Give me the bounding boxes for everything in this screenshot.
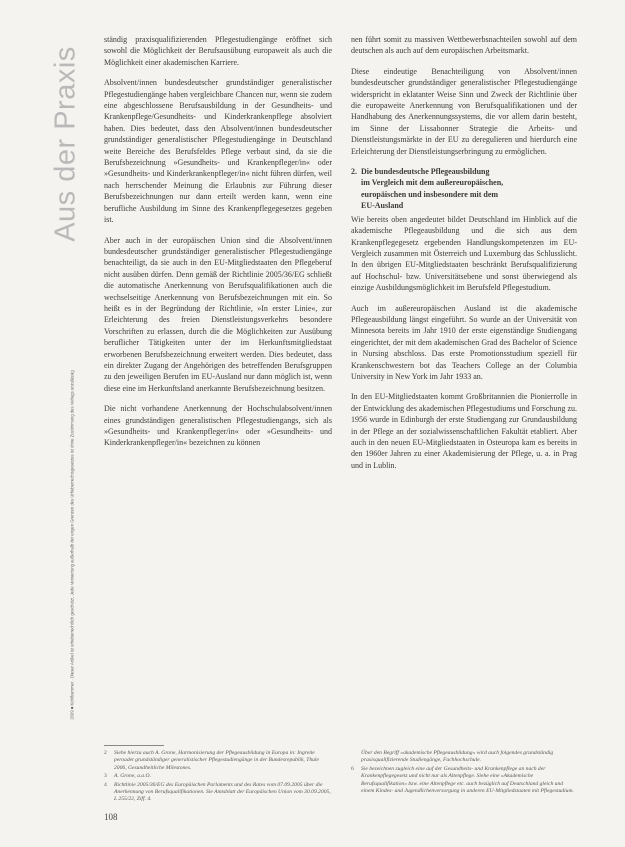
heading-line: Die bundesdeutsche Pflegeausbildung: [361, 167, 490, 177]
section-title: Aus der Praxis: [49, 46, 82, 242]
footnote: 3 A. Grone, a.a.O.: [104, 773, 151, 780]
footnote: 2 Siehe hierzu auch A. Grone, Harmonisierung der Pflegeausbildung in Europa in: Ingreite peroadet grundständiger generalistischer Pflegestudiengänge in der Bundesrepublik, Thule 2006, Gesundheitliche Milestones.: [104, 750, 319, 771]
footnote-divider: [104, 745, 164, 746]
footnotes-right: [351, 750, 577, 796]
paragraph: Absolvent/innen bundesdeutscher grundständiger generalistischer Pflegestudiengänge haben vergleichbare Chancen nur, wenn sie zudem eine abgeschlossene Berufsausbildung in der Gesundheits- und Krankenpflege/Gesundheits- und Kinderkrankenpflege absolviert haben. Dies bedeutet, dass den Absolvent/innen bundesdeutscher grundständiger generalistischer Pflegestudiengänge in Deutschland weite Bereiche des Berufsfeldes Pflege verbaut sind, da sie die Berufsbezeichnung »Gesundheits- und Krankenpfleger/in« oder »Gesundheits- und Kinderkrankenpfleger/in« nicht führen dürfen, weil nach herrschender Meinung die Erlaubnis zur Führung dieser Berufsbezeichnungen nur dann erteilt werden kann, wenn eine berufliche Ausbildung im Sinne des Krankenpflegegesetzes gegeben ist.: [104, 78, 332, 225]
heading-line: EU-Ausland: [361, 201, 404, 211]
paragraph: ständig praxisqualifizierenden Pflegestudiengänge eröffnet sich sowohl die Möglichkeit der Berufsausübung europaweit als auch die Möglichkeit einer akademischen Karriere.: [104, 35, 332, 67]
paragraph: nen führt somit zu massiven Wettbewerbsnachteilen sowohl auf dem deutschen als auch auf dem europäischen Arbeitsmarkt.: [351, 35, 577, 56]
right-column: [351, 34, 577, 480]
heading-number: 2.: [351, 167, 357, 177]
paragraph: Aber auch in der europäischen Union sind die Absolvent/innen bundesdeutscher grundständiger generalistischer Pflegestudiengänge benachteiligt, da sie auch in den EU-Mitgliedstaaten den Pflegeberuf nicht ausüben dürfen. Denn gemäß der Richtlinie 2005/36/EG schließt die automatische Anerkennung von Berufsqualifikationen auch die wechselseitige Anerkennung von Berufsbezeichnungen mit ein. So heißt es in der Begründung der Richtlinie, »In erster Linie«, zur Erleichterung des freien Dienstleistungsverkehrs besondere Vorschriften zu erlassen, durch die die Möglichkeiten zur Ausübung beruflicher Tätigkeiten unter der im Herkunftsmitgliedstaat erworbenen Berufsbezeichnung erweitert werden. Dies bedeutet, dass ein direkter Zugang der Angehörigen des betreffenden Berufsgruppen zu den jeweiligen Berufen im EU-Ausland nur dann möglich ist, wenn diese eine im Herkunftsland anerkannte Berufsbezeichnung besitzen.: [104, 235, 332, 393]
section-heading: [351, 166, 577, 212]
paragraph: Diese eindeutige Benachteiligung von Absolvent/innen bundesdeutscher grundständiger generalistischer Pflegestudiengänge widerspricht in eklatanter Weise Sinn und Zweck der Richtlinie über die europaweite Anerkennung von Berufsqualifikationen und der Handhabung des Anerkennungssystems, die vor allem darin besteht, im Sinne der Lissabonner Strategie die Arbeits- und Dienstleistungsmärkte in der EU zu deregulieren und hierdurch eine Erleichterung der Dienstleistungserbringung zu ermöglichen.: [351, 66, 577, 156]
footnotes-left: [104, 750, 332, 805]
footnote: Über den Begriff »akademische Pflegeausbildung« wird auch folgendes grundständig praxisqualifizierende Studiengänge, Fachhochschule.: [361, 750, 554, 764]
page-number: 108: [104, 812, 118, 822]
footnote: 6 Sie bezeichnen zugleich eine auf der Gesundheits- und Krankenpflege an nach der Krankenpflegegesetz und nicht nur als Altenpflege. Siehe eine »Akademische Berufsqualifikation« bzw. eine Altenpflege etc. auch bezüglich auf Deutschland gleich und einem Kindes- und Jugendlichenversorgung in anderen EU-Mitgliedstaaten mit Pflegestudium.: [351, 765, 574, 795]
copyright-note: 2009 ■ Kohlhammer · Dieser Artikel ist urheberrechtlich geschützt. Jede Verwertung außerhalb der engen Grenzen des Urheberrechtsgesetzes ist ohne Zustimmung des Verlags unzulässig: [69, 370, 75, 720]
paragraph: Die nicht vorhandene Anerkennung der Hochschulabsolvent/innen eines grundständigen generalistischen Pflegestudiengangs, sich als »Gesundheits- und Krankenpfleger/in« oder »Gesundheits- und Kinderkrankenpfleger/in« bezeichnen zu können: [104, 404, 332, 448]
paragraph: Auch im außereuropäischen Ausland ist die akademische Pflegeausbildung längst eingeführt. So wurde an der Universität von Minnesota bereits im Jahr 1910 der erste eigenständige Studiengang eingerichtet, der mit dem akademischen Grad des Bachelor of Science in Nursing abschloss. Das erste Promotionsstudium speziell für Krankenschwestern bot das Teachers College an der Columbia University in New York im Jahr 1933 an.: [351, 303, 577, 381]
heading-line: europäischen und insbesondere mit dem: [361, 189, 499, 199]
left-column: [104, 34, 332, 458]
heading-line: im Vergleich mit dem außereuropäischen,: [361, 178, 504, 188]
footnote: 4 Richtlinie 2005/36/EG des Europäischen Parlaments und des Rates vom 07.09.2005 über die Anerkennung von Berufsqualifikationen. Sie Amtsblatt der Europäischen Union vom 30.09.2005, L 255/22, Ziff. 4.: [104, 781, 331, 803]
paragraph: Wie bereits oben angedeutet bildet Deutschland im Hinblick auf die akademische Pflegeausbildung und die sich aus dem Krankenpflegegesetz ergebenden Handlungskompetenzen im EU-Vergleich zusammen mit Österreich und Luxemburg das Schlusslicht. In den übrigen EU-Mitgliedstaaten beschränkt Berufsqualifizierung auf Hochschul- bzw. Universitätsebene und sonst überwiegend als einzige Ausbildungsmöglichkeit im Berufsfeld Pflegestudium.: [351, 214, 577, 293]
paragraph: In den EU-Mitgliedstaaten kommt Großbritannien die Pionierrolle in der Entwicklung des akademischen Pflegestudiums und Forschung zu. 1956 wurde in Edinburgh der erste Studiengang zur Grundausbildung in der Pflege an der sozialwissenschaftlichen Fakultät etabliert. Aber auch in den neuen EU-Mitgliedstaaten in Osteuropa kam es bereits in den 1960er Jahren zu einer Akademisierung der Pflege, u. a. in Prag und in Lublin.: [351, 392, 577, 470]
